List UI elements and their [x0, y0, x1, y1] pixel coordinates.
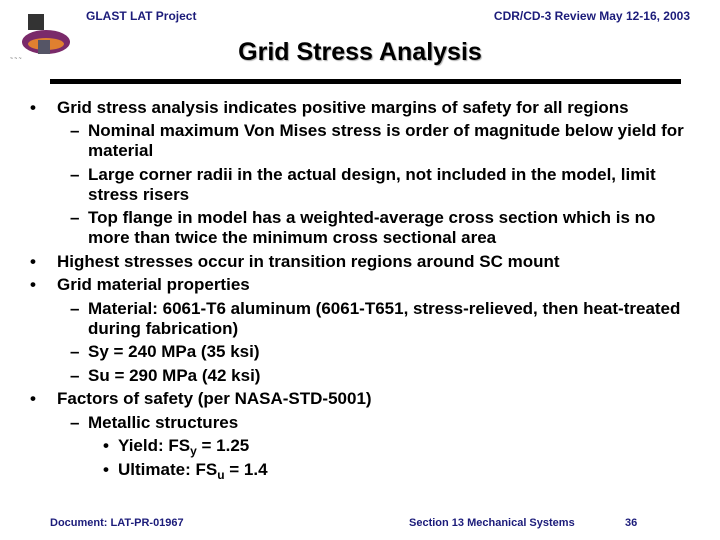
svg-text:~ ~ ~: ~ ~ ~ [10, 56, 22, 62]
footer-document: Document: LAT-PR-01967 [50, 517, 184, 529]
bullet-item [28, 208, 698, 248]
bullet-text: Highest stresses occur in transition regions around SC mount [57, 251, 560, 271]
bullet-item [28, 389, 698, 409]
dash-marker: – [70, 365, 80, 385]
dash-marker: – [70, 412, 80, 432]
bullet-item [28, 299, 698, 339]
bullet-text: Material: 6061-T6 aluminum (6061-T651, stress-relieved, then heat-treated during fabrication) [88, 298, 681, 338]
bullet-text: Metallic structures [88, 412, 239, 432]
bullet-item [28, 98, 698, 118]
bullet-item [28, 275, 698, 295]
bullet-text: Top flange in model has a weighted-average cross section which is no more than twice the minimum cross sectional area [88, 208, 656, 247]
bullet-marker: • [103, 436, 109, 455]
fos-sub: y [190, 444, 197, 458]
bullet-marker: • [103, 459, 109, 479]
bullet-text: Grid material properties [57, 275, 250, 294]
slide-body [28, 94, 698, 480]
factor-of-safety-ultimate [28, 460, 698, 480]
fos-label: Yield: FS [118, 436, 191, 455]
title-rule [50, 79, 681, 84]
bullet-item [28, 413, 698, 433]
bullet-text: Su = 290 MPa (42 ksi) [88, 365, 261, 385]
bullet-text: Large corner radii in the actual design, not included in the model, limit stress risers [88, 164, 656, 204]
bullet-item [28, 366, 698, 386]
bullet-marker: • [30, 389, 36, 408]
dash-marker: – [70, 342, 80, 361]
fos-sub: u [217, 467, 225, 482]
bullet-item [28, 121, 698, 161]
factor-of-safety-yield [28, 436, 698, 456]
fos-value: = 1.4 [224, 459, 268, 479]
dash-marker: – [70, 208, 80, 227]
bullet-text: Sy = 240 MPa (35 ksi) [88, 342, 260, 361]
fos-label: Ultimate: FS [118, 459, 218, 479]
dash-marker: – [70, 164, 80, 184]
footer-page-number: 36 [625, 517, 638, 529]
bullet-marker: • [30, 275, 36, 294]
dash-marker: – [70, 121, 80, 140]
footer-section: Section 13 Mechanical Systems [409, 517, 575, 529]
bullet-item [28, 165, 698, 205]
project-name: GLAST LAT Project [86, 9, 197, 23]
slide-title: Grid Stress Analysis [238, 38, 482, 66]
bullet-text: Factors of safety (per NASA-STD-5001) [57, 389, 372, 408]
bullet-item [28, 252, 698, 272]
bullet-marker: • [30, 97, 36, 117]
bullet-text: Nominal maximum Von Mises stress is order of magnitude below yield for material [88, 121, 684, 160]
bullet-marker: • [30, 251, 36, 271]
fos-value: = 1.25 [196, 436, 250, 455]
dash-marker: – [70, 298, 80, 318]
review-date: CDR/CD-3 Review May 12-16, 2003 [493, 9, 690, 23]
bullet-item [28, 342, 698, 362]
bullet-text: Grid stress analysis indicates positive margins of safety for all regions [57, 97, 629, 117]
